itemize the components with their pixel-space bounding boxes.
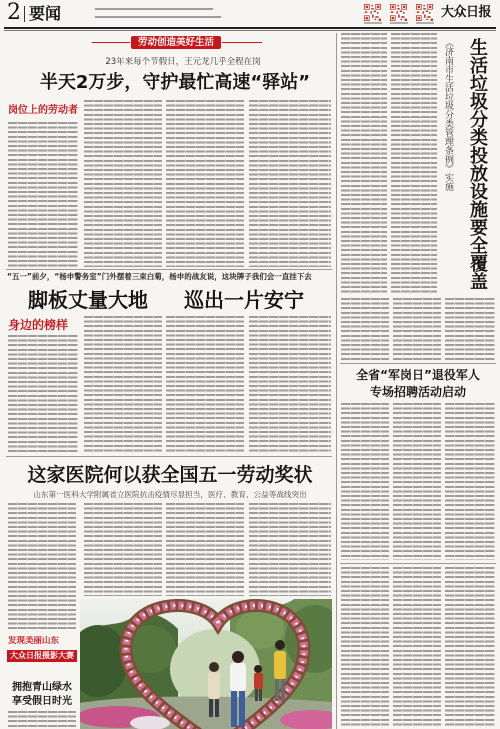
veterans-article-headline-line-2: 专场招聘活动启动 [369,385,466,399]
hospital-article-body-col-2 [84,503,162,596]
veterans-article-body-col-2 [393,403,441,560]
photo-contest-body [8,711,76,729]
page-number: 2 [7,0,21,25]
header-rule [4,27,496,29]
veterans-article-body-col-3 [445,403,495,560]
police-article-headline-right: 巡出一片安宁 [184,288,304,312]
photo-illustration [80,599,332,729]
article-divider [340,563,496,564]
header-separator [24,6,25,22]
article-divider [6,456,332,457]
edition-info-line [95,16,221,18]
garbage-article-headline: 生活垃圾分类投放设施要全覆盖 [467,38,488,290]
feature-banner: 劳动创造美好生活 [131,36,221,49]
photo-contest-headline-line-1: 拥抱青山绿水 [12,682,72,693]
police-article-kicker: “五一”前夕，“杨申警务室”门外摆着三束白菊，杨申的战友说，这块牌子我们会一直挂下去 [7,272,312,281]
hospital-article-headline: 这家医院何以获全国五一劳动奖状 [27,464,313,486]
newspaper-logo: 大众日报 [441,5,492,20]
right-bottom-article-body-col-3 [445,567,495,727]
banner-rule [92,42,130,43]
labor-column-label: 岗位上的劳动者 [8,105,78,116]
section-name: 要闻 [29,4,62,23]
labor-article-subtitle: 23年来每个节假日，王元龙几乎全程在岗 [105,57,261,67]
police-article-body-col-1 [8,335,78,453]
garbage-article-body-col-1 [341,33,387,295]
police-article-body-col-2 [84,316,162,453]
hospital-article-body-col-3 [166,503,244,596]
garbage-article-body-col-2 [391,33,437,295]
article-divider [6,269,332,270]
qr-code-icon [390,4,407,21]
police-article-headline-left: 脚板丈量大地 [28,288,148,312]
right-bottom-article-body-col-2 [393,567,441,727]
labor-article-body-col-3 [166,100,244,267]
heart-flower-arch-photo [80,599,332,729]
hospital-article-subtitle: 山东第一医科大学附属省立医院抗击疫情尽显担当，医疗、教育、公益等战线突出 [33,490,307,499]
garbage-article-body-col-4 [393,298,441,361]
garbage-article-kicker: 《济南市生活垃圾分类管理条例》实施 [443,38,453,191]
veterans-article-body-col-1 [341,403,389,560]
qr-code-icon [364,4,381,21]
edition-info-line [95,8,213,10]
police-article-body-col-3 [166,316,244,453]
qr-code-icon [416,4,433,21]
police-article-body-col-4 [249,316,331,453]
garbage-article-body-col-3 [341,298,389,361]
qr-code-caption [364,22,382,24]
article-divider [340,363,496,364]
hospital-article-body-col-1 [8,503,76,631]
labor-article-headline: 半天2万步，守护最忙高速“驿站” [39,72,311,93]
qr-code-caption [416,22,434,24]
column-divider [336,33,337,729]
banner-rule [222,42,262,43]
right-bottom-article-body-col-1 [341,567,389,727]
photo-contest-name: 大众日报摄影大赛 [7,650,77,662]
labor-article-body-col-1 [8,122,78,267]
qr-code-caption [390,22,408,24]
header-rule [4,30,496,31]
role-model-column-label: 身边的榜样 [8,318,69,332]
veterans-article-headline-line-1: 全省“军岗日”退役军人 [356,368,480,382]
garbage-article-body-col-5 [445,298,495,361]
photo-contest-headline-line-2: 享受假日时光 [12,696,72,707]
labor-article-body-col-2 [84,100,162,267]
hospital-article-body-col-4 [249,503,331,596]
labor-article-body-col-4 [249,100,331,267]
photo-contest-series: 发现美丽山东 [8,636,60,646]
